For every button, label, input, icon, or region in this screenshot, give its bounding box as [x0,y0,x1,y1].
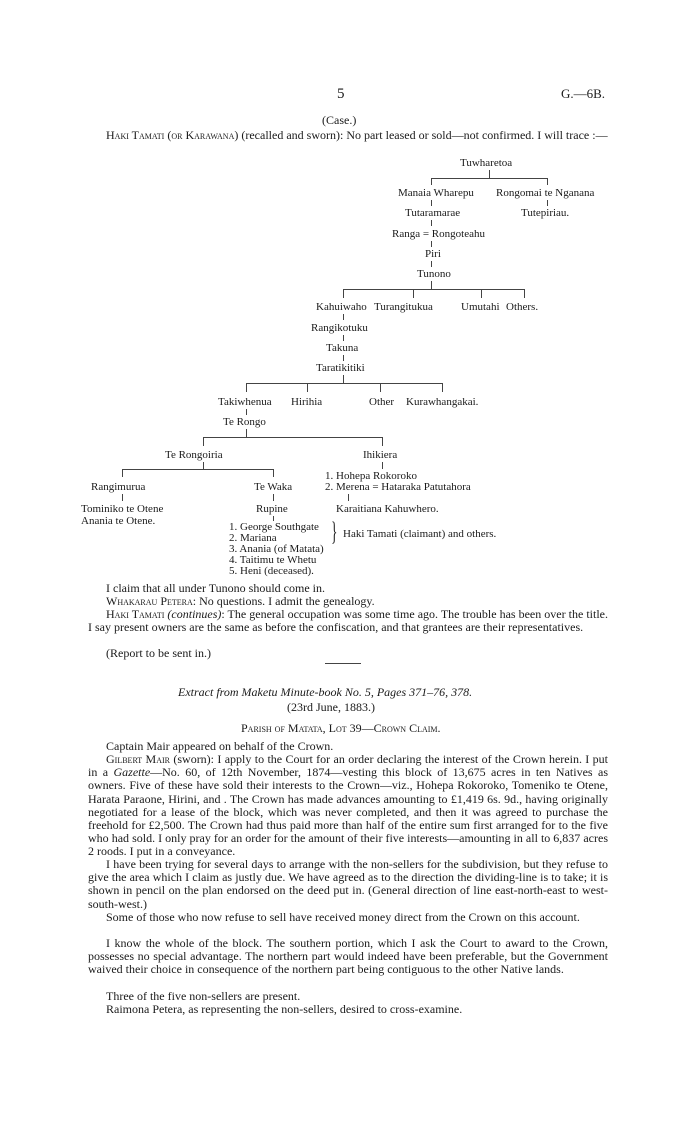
tree-connector [246,429,247,437]
paragraph: Some of those who now refuse to sell have received money direct from the Crown on this account. [106,910,580,924]
haki-intro [88,129,608,142]
tree-connector [343,355,344,361]
speaker-name: Whakarau Petera [106,594,193,608]
tree-connector [203,437,382,438]
tree-connector [442,383,443,392]
report-line: (Report to be sent in.) [106,646,211,660]
tree-node: Others. [506,301,539,313]
tree-connector [431,261,432,267]
tree-connector [273,469,274,477]
tree-node: Piri [425,248,441,260]
paragraph: I have been trying for several days to arrange with the non-sellers for the subdivision, but they refuse to give the area which I claim as justly due. We have agreed as to the direction the dividing-line is to take; it is shown in pencil on the plan endorsed on the deed put in. (General direction of line east-north-east to west-south-west.) [88,857,608,911]
tree-connector [343,375,344,383]
tree-connector [431,200,432,206]
tree-node: Ihikiera [363,449,398,461]
tree-connector [343,314,344,320]
tree-node: 1. Hohepa Rokoroko [325,470,417,482]
speaker-name: Haki Tamati (or Karawana) [106,128,239,142]
tree-connector [380,383,381,392]
testimony-text: : No questions. I admit the genealogy. [192,594,375,608]
tree-connector [343,335,344,341]
tree-node: Tutaramarae [405,207,461,219]
tree-child: 2. Mariana [229,532,277,544]
tree-connector [246,409,247,415]
haki-continues [88,608,608,634]
testimony-text: : The general occupation was some time ago. The trouble has been over the title. I say present owners are the same as before the confiscation, and that grantees are their representatives. [88,607,608,635]
tree-node: Umutahi [461,301,500,313]
tree-connector [246,383,247,392]
tree-child: 4. Taitimu te Whetu [229,554,317,566]
testimony-text: (recalled and sworn): No part leased or sold—not confirmed. I will trace :— [238,128,608,142]
tree-connector [203,437,204,446]
tree-connector [431,241,432,247]
tree-connector [382,437,383,446]
tree-node: Tominiko te Otene [81,503,164,515]
paragraph: Gilbert Mair (sworn): I apply to the Court for an order declaring the interest of the Crown herein. I put in a Gazette—No. 60, of 12th November, 1874—vesting this block of 13,675 acres in ten Natives as owners. Five of these have sold their interests to the Crown—viz., Hohepa Rokoroko, Tomeniko te Otene, Harata Paraone, Hirini, and . The Crown has made advances amounting to £1,419 6s. 9d., having originally negotiated for a lease of the block, which was never completed, and then it was agreed to purchase the freehold for £2,500. The Crown had thus paid more than half of the entire sum first arranged for to the five who had sold. I only pray for an order for the amount of their five interests—amounting in all to 6,837 acres 2 roods. I put in a conveyance. [88,752,608,859]
tree-connector [547,178,548,185]
tree-node: Hirihia [291,396,323,408]
tree-node: Rongomai te Nganana [496,187,595,199]
paragraph: Raimona Petera, as representing the non-sellers, desired to cross-examine. [106,1002,463,1016]
tree-node: Kurawhangakai. [406,396,479,408]
tree-node: Takuna [326,342,359,354]
tree-node: Other [369,396,395,408]
paragraph: Captain Mair appeared on behalf of the Crown. [106,739,334,753]
tree-connector [246,383,442,384]
tree-connector [431,178,432,185]
claim-line: I claim that all under Tunono should come in. [106,581,325,595]
tree-connector [307,383,308,392]
tree-connector [343,289,524,290]
paragraph: I know the whole of the block. The southern portion, which I ask the Court to award to the Crown, possesses no special advantage. The northern part would indeed have been preferable, but the Government waived their choice in consequence of the northern part being contiguous to the other Native lands. [88,936,608,977]
tree-node: Anania te Otene. [81,515,156,527]
tree-connector [547,200,548,206]
tree-connector [481,289,482,298]
tree-connector [413,289,414,298]
tree-node: Tunono [417,268,451,280]
tree-node: Rupine [256,503,288,515]
continues-note: (continues) [167,607,222,621]
tree-node: 2. Merena = Hataraka Patutahora [325,481,471,493]
page-number: 5 [337,86,345,102]
brace-glyph: } [331,517,338,546]
tree-connector [273,494,274,501]
tree-connector [343,289,344,298]
tree-node: Te Rongoiria [165,449,223,461]
speaker-name: Gilbert Mair [106,752,170,766]
case-heading: (Case.) [322,113,357,127]
extract-date: (23rd June, 1883.) [287,700,375,714]
speaker-name: Haki Tamati [106,607,165,621]
tree-connector [431,178,547,179]
tree-connector [122,494,123,501]
tree-connector [348,494,349,501]
tree-node: Karaitiana Kahuwhero. [336,503,439,515]
tree-node: Rangimurua [91,481,146,493]
tree-node: Turangitukua [374,301,433,313]
tree-connector [489,170,490,178]
tree-node: Rangikotuku [311,322,368,334]
tree-connector [382,462,383,469]
tree-node: Manaia Wharepu [398,187,474,199]
tree-connector [122,469,123,477]
tree-node: Te Waka [254,481,293,493]
tree-connector [203,462,204,469]
tree-node: Tutepiriau. [521,207,570,219]
tree-child: 1. George Southgate [229,521,319,533]
tree-node: Te Rongo [223,416,266,428]
tree-node: Takiwhenua [218,396,272,408]
tree-node: Taratikitiki [316,362,365,374]
tree-child: 5. Heni (deceased). [229,565,314,577]
extract-title: Extract from Maketu Minute-book No. 5, Pages 371–76, 378. [178,685,473,699]
tree-connector [524,289,525,298]
tree-node: Kahuiwaho [316,301,367,313]
section-divider [325,663,361,664]
paragraph: Three of the five non-sellers are present. [106,989,301,1003]
parish-heading: Parish of Matata, Lot 39—Crown Claim. [241,721,441,735]
tree-node: Ranga = Rongoteahu [392,228,485,240]
tree-connector [431,281,432,289]
tree-child: 3. Anania (of Matata) [229,543,324,555]
tree-connector [122,469,273,470]
tree-connector [431,220,432,226]
tree-node: Haki Tamati (claimant) and others. [343,528,497,540]
document-code: G.—6B. [561,86,606,101]
tree-node: Tuwharetoa [460,157,513,169]
